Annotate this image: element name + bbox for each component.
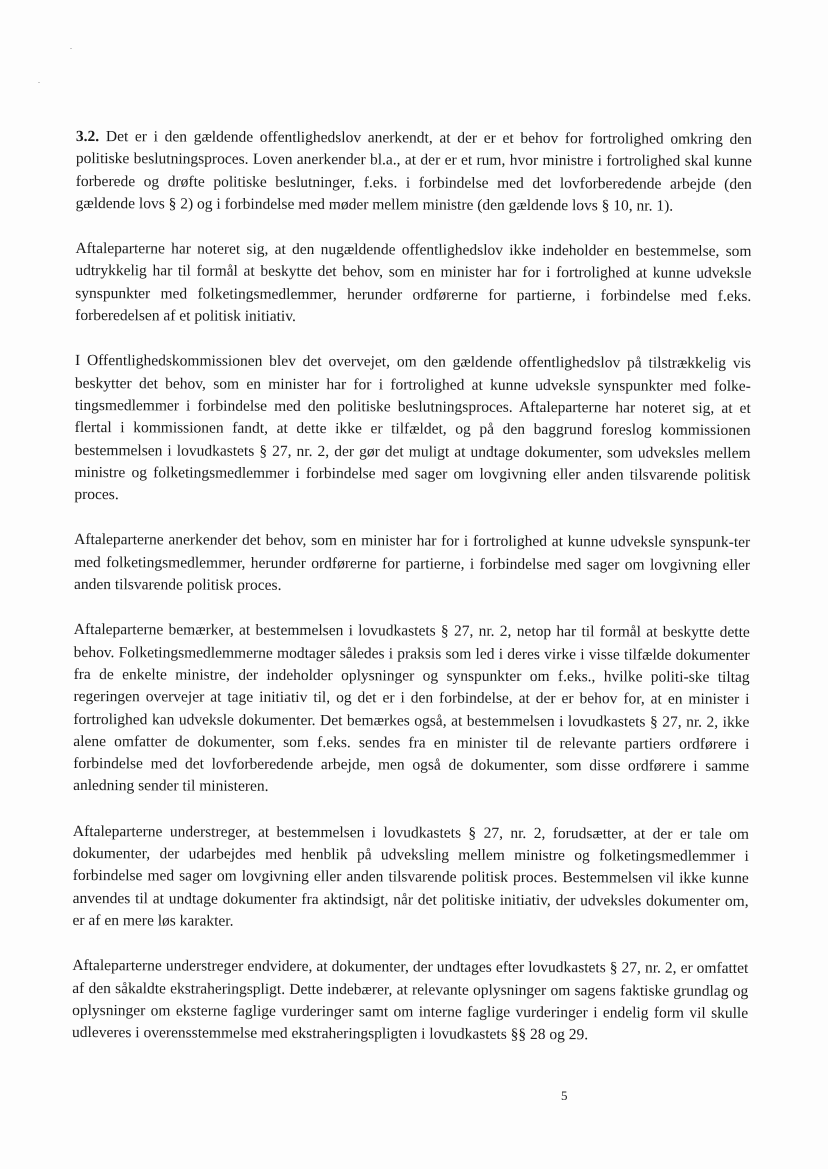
paragraph-4: Aftaleparterne anerkender det behov, som en minister har for i fortrolighed at kunne udveksle synspunk-ter med folketingsmedlemmer, herunder ordførerne for partierne, i forbindelse med sager om lovgivning eller anden tilsvarende politisk proces. xyxy=(73,531,751,594)
paragraph-6: Aftaleparterne understreger, at bestemmelsen i lovudkastets § 27, nr. 2, forudsætter, at der er tale om dokumenter, der udarbejdes med henblik på udveksling mellem ministre og folketingsmedlemmer i forbindelse med sager om lovgivning eller anden tilsvarende politisk proces. Bestemmelsen vil ikke kunne anvendes til at undtage dokumenter fra aktindsigt, når det politiske initiativ, der udveksles dokumenter om, er af en mere løs karakter. xyxy=(72,822,749,930)
paragraph-2: Aftaleparterne har noteret sig, at den nugældende offentlighedslov ikke indeholder en bestemmelse, som udtrykkelig har til formål at beskytte det behov, som en minister har for i fortrolighed at kunne udveksle synspunkter med folketingsmedlemmer, herunder ordførerne for partierne, i forbindelse med f.eks. forberedelsen af et politisk initiativ. xyxy=(75,240,752,326)
page-number: 5 xyxy=(561,1088,568,1103)
paragraph-5: Aftaleparterne bemærker, at bestemmelsen i lovudkastets § 27, nr. 2, netop har til formål at beskytte dette behov. Folketingsmedlemmerne modtager således i praksis som led i deres virke i visse tilfælde dokumenter fra de enkelte ministre, der indeholder oplysninger og synspunkter om f.eks., hvilke politi-ske tiltag regeringen overvejer at tage initiativ til, og det er i den forbindelse, at der er behov for, at en minister i fortrolighed kan udveksle dokumenter. Det bemærkes også, at bestemmelsen i lovudkastets § 27, nr. 2, ikke alene omfatter de dokumenter, som f.eks. sendes fra en minister til de relevante partiers ordførere i forbindelse med det lovforberedende arbejde, men også de dokumenter, som disse ordførere i samme anledning sender til ministeren. xyxy=(73,621,750,796)
paragraph-3: I Offentlighedskommissionen blev det overvejet, om den gældende offentlighedslov på tilstrækkelig vis beskytter det behov, som en minister har for i fortrolighed at kunne udveksle synspunkter med folke-tingsmedlemmer i forbindelse med den politiske beslutningsproces. Aftaleparterne har noteret sig, at et flertal i kommissionen fandt, at dette ikke er tilfældet, og på den baggrund foreslog kommissionen bestemmelsen i lovudkastets § 27, nr. 2, der gør det muligt at undtage dokumenter, som udveksles mellem ministre og folketingsmedlemmer i forbindelse med sager om lovgivning eller anden tilsvarende politisk proces. xyxy=(74,352,752,504)
section-number: 3.2. xyxy=(75,127,100,146)
scan-speck xyxy=(70,48,72,49)
paragraph-1 xyxy=(76,126,752,218)
paragraph-7: Aftaleparterne understreger endvidere, at dokumenter, der undtages efter lovudkastets § 27, nr. 2, er omfattet af den såkaldte ekstraheringspligt. Dette indebærer, at relevante oplysninger om sagens faktiske grundlag og oplysninger om eksterne faglige vurderinger samt om interne faglige vurderinger i endelig form vil skulle udleveres i overensstemmelse med ekstraheringspligten i lovudkastets §§ 28 og 29. xyxy=(72,957,749,1044)
scan-speck xyxy=(38,82,40,83)
document-body xyxy=(72,126,752,1047)
paragraph-text: Det er i den gældende offentlighedslov anerkendt, at der er et behov for fortrolighed omkring den politiske beslutningsproces. Loven anerkender bl.a., at der er et rum, hvor ministre i fortrolighed skal kunne forberede og drøfte politiske beslutninger, f.eks. i forbindelse med det lovforberedende arbejde (den gældende lovs § 2) og i forbindelse med møder mellem ministre (den gældende lovs § 10, nr. 1). xyxy=(75,128,753,215)
